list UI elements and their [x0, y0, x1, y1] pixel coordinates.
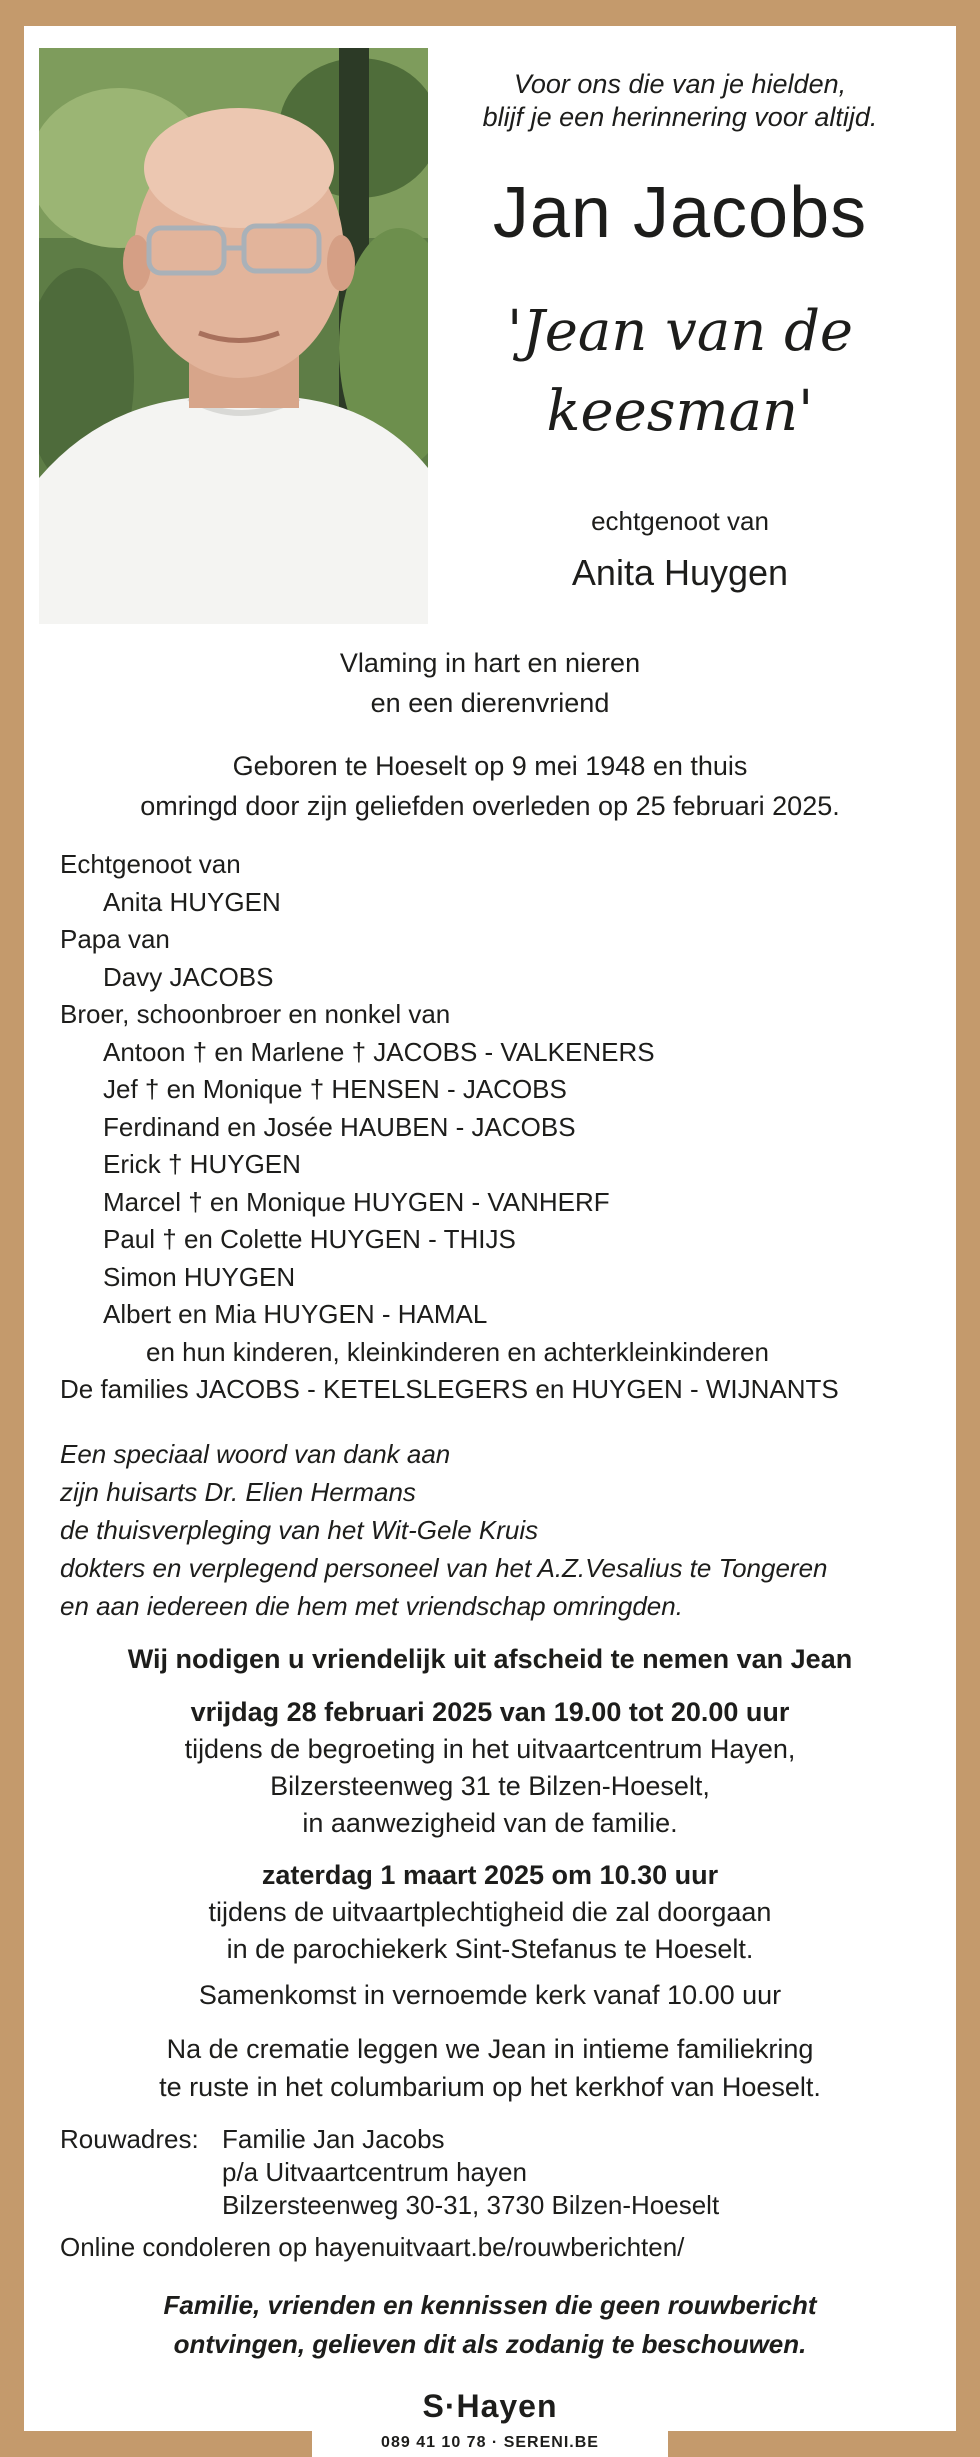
birth-death-line: omringd door zijn geliefden overleden op 25 februari 2025. — [140, 791, 840, 821]
funeral-date: zaterdag 1 maart 2025 om 10.30 uur — [261, 1860, 719, 1890]
visitation-date: vrijdag 28 februari 2025 van 19.00 tot 20.00 uur — [190, 1697, 790, 1727]
family-member: Anita HUYGEN — [103, 886, 281, 917]
thanks-line: en aan iedereen die hem met vriendschap omringden. — [60, 1591, 683, 1621]
thanks-line: dokters en verplegend personeel van het A.Z.Vesalius te Tongeren — [60, 1553, 828, 1583]
notice — [0, 2286, 980, 2364]
nickname-line: 'Jean van de — [506, 299, 854, 364]
address-label: Rouwadres: — [60, 2124, 199, 2154]
birth-death — [0, 746, 980, 826]
visitation-block — [0, 1694, 980, 1842]
visitation-line: tijdens de begroeting in het uitvaartcentrum Hayen, — [184, 1734, 796, 1764]
traits-line: en een dierenvriend — [370, 688, 610, 718]
family-member: Marcel † en Monique HUYGEN - VANHERF — [103, 1186, 610, 1217]
address-line: Familie Jan Jacobs — [222, 2124, 445, 2154]
portrait-photo — [39, 48, 428, 624]
memorial-motto — [430, 68, 930, 134]
thanks-line: de thuisverpleging van het Wit-Gele Kruis — [60, 1515, 539, 1545]
deceased-name: Jan Jacobs — [492, 173, 868, 253]
visitation-line: in aanwezigheid van de familie. — [302, 1808, 678, 1838]
mourning-address — [60, 2123, 940, 2222]
spouse-label: echtgenoot van — [591, 506, 769, 536]
funeral-line: in de parochiekerk Sint-Stefanus te Hoeselt. — [226, 1934, 754, 1964]
family-heading: De families JACOBS - KETELSLEGERS en HUYGEN - WIJNANTS — [60, 1374, 839, 1404]
family-member: Ferdinand en Josée HAUBEN - JACOBS — [103, 1111, 576, 1142]
gathering-note: Samenkomst in vernoemde kerk vanaf 10.00 uur — [198, 1980, 782, 2010]
contact-bar: 089 41 10 78 · SERENI.BE — [312, 2429, 668, 2457]
funeral-line: tijdens de uitvaartplechtigheid die zal doorgaan — [208, 1897, 772, 1927]
thanks-section — [60, 1435, 940, 1625]
family-member: Antoon † en Marlene † JACOBS - VALKENERS — [103, 1036, 655, 1067]
address-line: p/a Uitvaartcentrum hayen — [222, 2157, 527, 2187]
cremation-line: Na de crematie leggen we Jean in intieme familiekring — [166, 2034, 814, 2064]
hayen-logo: S·Hayen — [422, 2388, 558, 2424]
online-condolences[interactable]: Online condoleren op hayenuitvaart.be/rouwberichten/ — [60, 2232, 685, 2262]
invitation: Wij nodigen u vriendelijk uit afscheid te nemen van Jean — [127, 1644, 853, 1674]
thanks-line: Een speciaal woord van dank aan — [60, 1439, 451, 1469]
family-member: en hun kinderen, kleinkinderen en achterkleinkinderen — [146, 1336, 769, 1367]
spouse-name: Anita Huygen — [571, 552, 789, 593]
motto-line: Voor ons die van je hielden, — [513, 69, 847, 99]
motto-line: blijf je een herinnering voor altijd. — [482, 102, 878, 132]
family-member: Jef † en Monique † HENSEN - JACOBS — [103, 1074, 567, 1104]
nickname — [430, 292, 930, 452]
thanks-line: zijn huisarts Dr. Elien Hermans — [60, 1477, 416, 1507]
cremation-note — [0, 2030, 980, 2106]
funeral-block — [0, 1857, 980, 1968]
family-member: Davy JACOBS — [103, 961, 274, 992]
family-member: Simon HUYGEN — [103, 1261, 296, 1292]
family-heading: Papa van — [60, 924, 170, 954]
notice-line: ontvingen, gelieven dit als zodanig te beschouwen. — [173, 2329, 807, 2359]
family-member: Albert en Mia HUYGEN - HAMAL — [103, 1299, 488, 1329]
family-heading: Broer, schoonbroer en nonkel van — [60, 999, 451, 1029]
notice-line: Familie, vrienden en kennissen die geen rouwbericht — [163, 2290, 817, 2320]
address-line: Bilzersteenweg 30-31, 3730 Bilzen-Hoeselt — [222, 2190, 720, 2220]
nickname-line: keesman' — [546, 379, 814, 444]
family-member: Paul † en Colette HUYGEN - THIJS — [103, 1224, 516, 1254]
cremation-line: te ruste in het columbarium op het kerkhof van Hoeselt. — [159, 2072, 821, 2102]
family-member: Erick † HUYGEN — [103, 1149, 301, 1179]
traits — [0, 643, 980, 723]
birth-death-line: Geboren te Hoeselt op 9 mei 1948 en thuis — [232, 751, 748, 781]
traits-line: Vlaming in hart en nieren — [339, 648, 641, 678]
visitation-line: Bilzersteenweg 31 te Bilzen-Hoeselt, — [270, 1771, 710, 1801]
family-heading: Echtgenoot van — [60, 849, 241, 879]
family-list — [60, 846, 940, 1409]
